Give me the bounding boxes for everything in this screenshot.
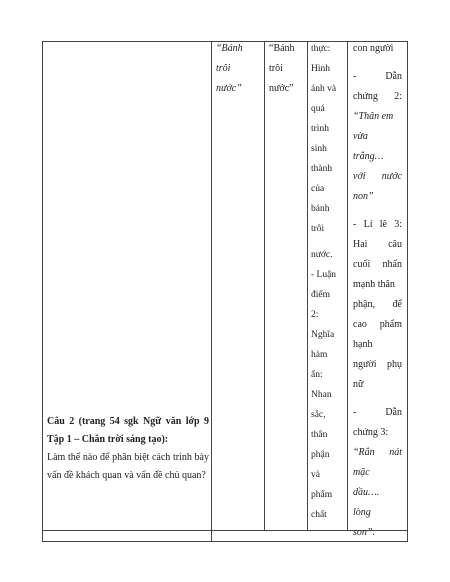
cell-col-1 xyxy=(216,39,260,99)
cell-text: điểm xyxy=(311,290,330,300)
cell-col-2 xyxy=(269,39,305,99)
cell-text: - Luận xyxy=(311,270,337,280)
table-border-right xyxy=(407,41,408,542)
cell-text: mặc xyxy=(353,467,370,478)
cell-text: “Bánh xyxy=(216,43,243,54)
cell-text: ẩn: xyxy=(311,370,323,380)
cell-text: với nước xyxy=(353,171,402,182)
cell-text: chất xyxy=(311,510,327,520)
cell-text: hàm xyxy=(311,350,328,360)
cell-text: son”. xyxy=(353,527,375,538)
cell-text: hạnh xyxy=(353,339,373,350)
cell-text: “Bánh xyxy=(269,43,295,54)
cell-text: trôi xyxy=(269,63,283,74)
cell-text: phẩm xyxy=(311,490,333,500)
cell-text: mạnh thân xyxy=(353,279,395,290)
cell-text: thân xyxy=(311,430,328,440)
cell-text: lòng xyxy=(353,507,371,518)
cell-text: dầu…. xyxy=(353,487,380,498)
cell-text: - Dẫn xyxy=(353,407,402,418)
cell-text: ảnh và xyxy=(311,84,337,94)
question-block xyxy=(47,413,209,485)
cell-text: sinh xyxy=(311,144,327,154)
cell-col-4 xyxy=(353,39,402,543)
cell-text: chứng 3: xyxy=(353,427,389,438)
column-divider-1 xyxy=(211,41,212,542)
cell-text: con người xyxy=(353,43,394,54)
cell-text: trắng… xyxy=(353,151,384,162)
cell-text: của xyxy=(311,184,325,194)
cell-text: bánh xyxy=(311,204,330,214)
cell-text: nước” xyxy=(269,83,294,94)
cell-text: Hình xyxy=(311,64,330,74)
cell-text: - Lí lẽ 3: xyxy=(353,219,402,230)
table-border-left xyxy=(42,41,43,542)
cell-text: phận, để xyxy=(353,299,402,310)
cell-text: nữ xyxy=(353,379,364,390)
cell-text: vừa xyxy=(353,131,368,142)
cell-text: trôi xyxy=(311,224,325,234)
cell-text: cao phẩm xyxy=(353,319,402,330)
column-divider-3 xyxy=(307,41,308,531)
cell-text: “Thân em xyxy=(353,111,394,122)
cell-text: cuối nhấn xyxy=(353,259,402,270)
cell-text: Nhan xyxy=(311,390,332,400)
cell-text: trình xyxy=(311,124,329,134)
cell-text: Nghĩa xyxy=(311,330,335,340)
cell-text: - Dẫn xyxy=(353,71,402,82)
cell-text: phận xyxy=(311,450,330,460)
cell-text: thành xyxy=(311,164,333,174)
cell-text: non” xyxy=(353,191,374,202)
column-divider-4 xyxy=(347,41,348,531)
cell-text: người phụ xyxy=(353,359,402,370)
cell-text: nước” xyxy=(216,83,242,94)
cell-text: quá xyxy=(311,104,325,114)
cell-text: nước. xyxy=(311,250,333,260)
cell-text: thực: xyxy=(311,44,331,54)
cell-text: 2: xyxy=(311,310,319,320)
question-heading: Câu 2 (trang 54 sgk Ngữ văn lớp 9 Tập 1 – Chân trời sáng tạo): xyxy=(47,416,209,445)
cell-text: sắc, xyxy=(311,410,326,420)
cell-text: “Rắn nát xyxy=(353,447,402,458)
cell-col-3 xyxy=(311,39,345,525)
cell-text: trôi xyxy=(216,63,231,74)
column-divider-2 xyxy=(264,41,265,531)
cell-text: và xyxy=(311,470,320,480)
cell-text: Hai câu xyxy=(353,239,402,250)
cell-text: chứng 2: xyxy=(353,91,402,102)
question-body: Làm thế nào để phân biệt cách trình bày vấn đề khách quan và vấn đề chủ quan? xyxy=(47,452,209,481)
